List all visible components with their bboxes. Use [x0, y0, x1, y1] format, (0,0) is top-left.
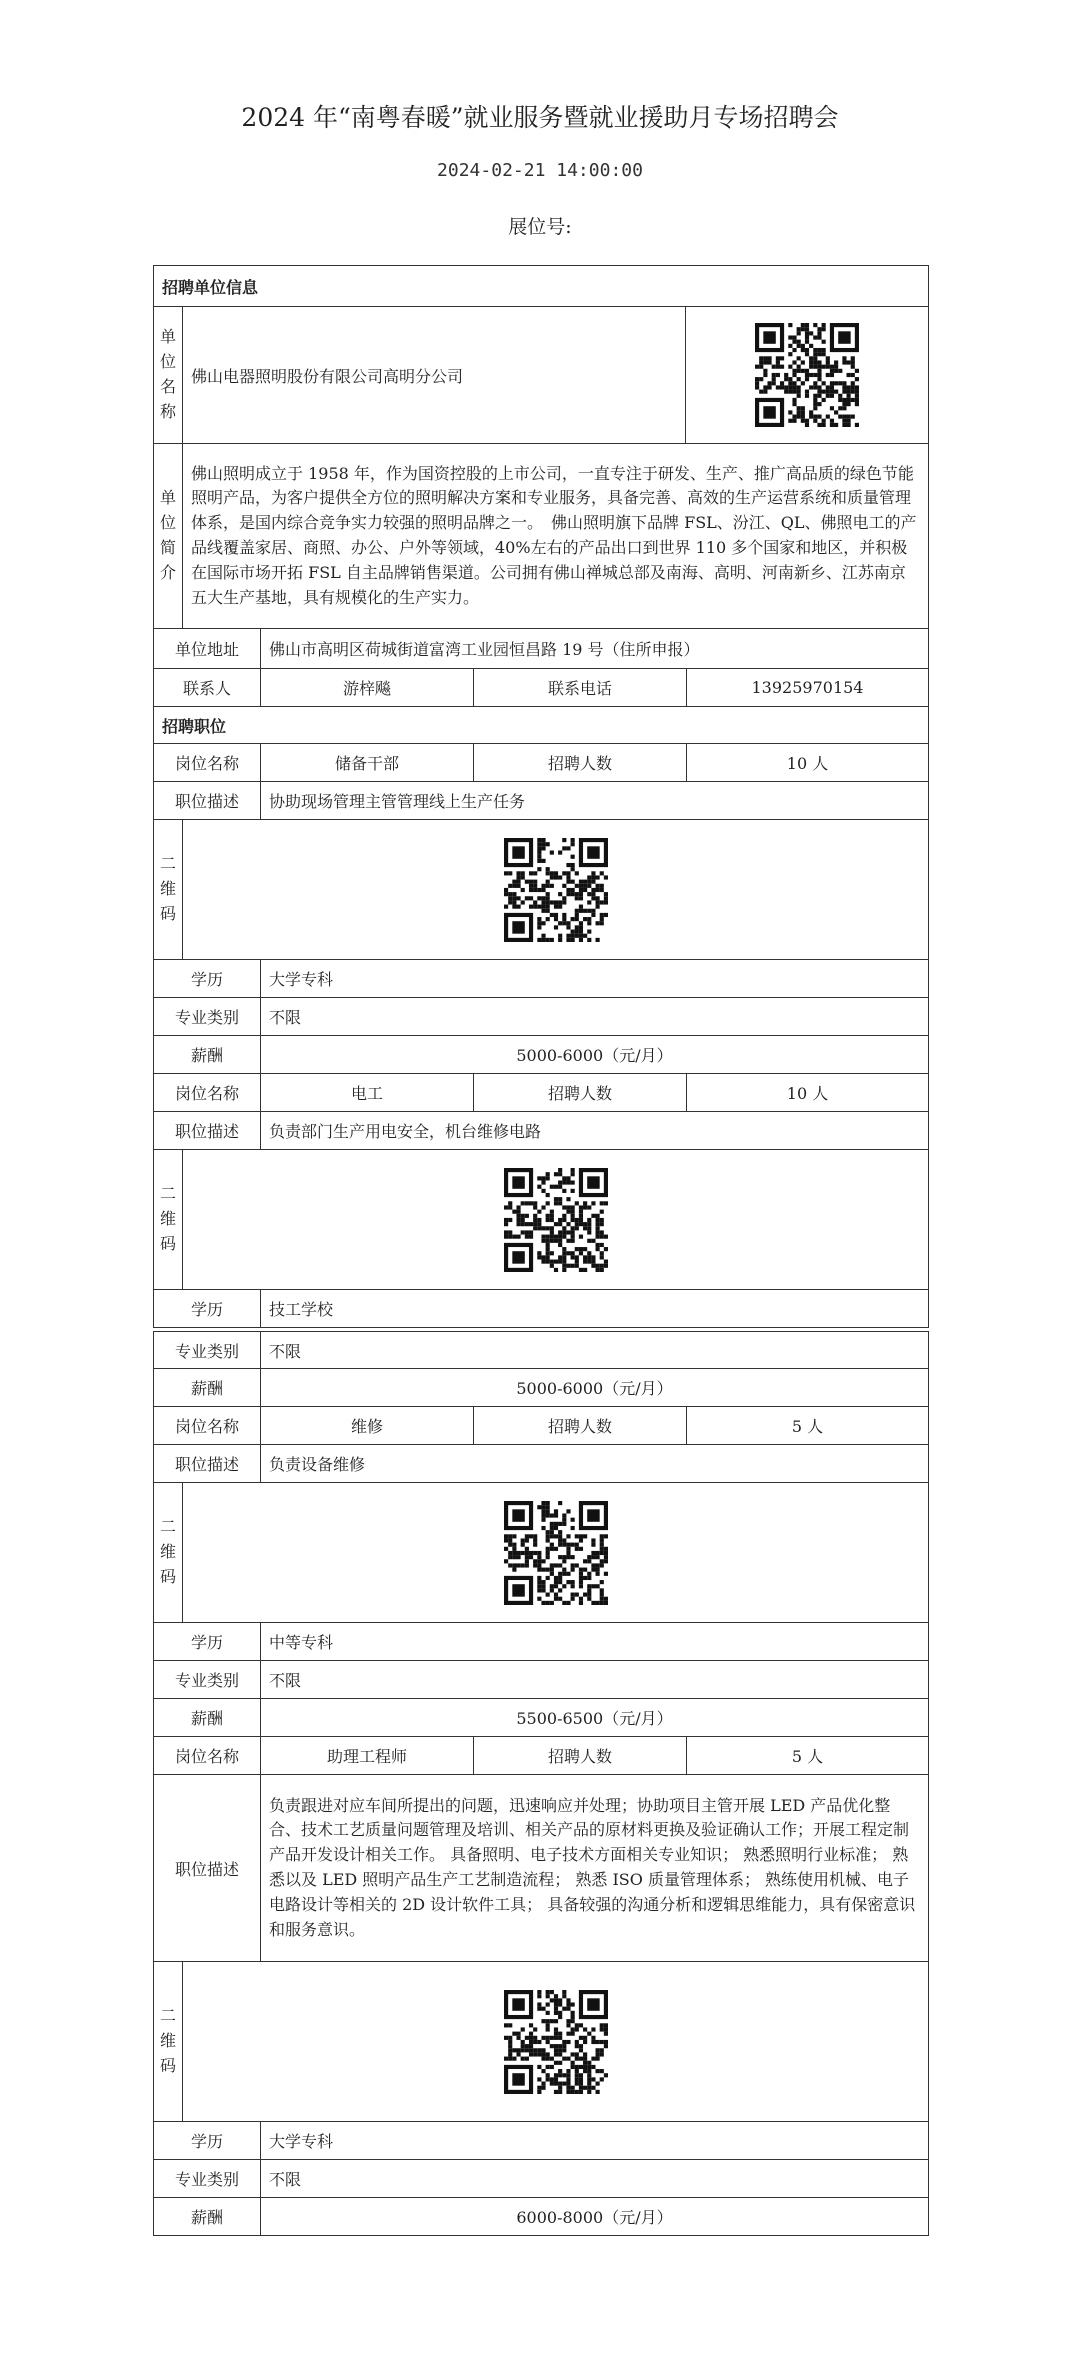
position-name-row — [153, 744, 929, 782]
company-intro: 佛山照明成立于 1958 年，作为国资控股的上市公司，一直专注于研发、生产、推广高品质的绿色节能照明产品，为客户提供全方位的照明解决方案和专业服务，具备完善、高效的生产运营系统和质量管理体系，是国内综合竞争实力较强的照明品牌之一。 佛山照明旗下品牌 FSL、汾江、QL、佛照电工的产品线覆盖家居、商照、办公、户外等领域，40%左右的产品出口到世界 110 多个国家和地区，并积极在国际市场开拓 FSL 自主品牌销售渠道。公司拥有佛山禅城总部及南海、高明、河南新乡、江苏南京五大生产基地，具有规模化的生产实力。 — [182, 444, 928, 628]
positions-list — [153, 744, 929, 2236]
major-row — [153, 2160, 929, 2198]
headcount-value: 5 人 — [686, 1407, 928, 1444]
salary-row — [153, 2198, 929, 2236]
company-section-header — [153, 265, 929, 307]
position-name: 储备干部 — [260, 744, 473, 781]
major-label: 专业类别 — [174, 1671, 239, 1690]
salary-label: 薪酬 — [190, 1379, 223, 1398]
salary-value: 6000-8000（元/月） — [260, 2198, 928, 2235]
salary-row — [153, 1369, 929, 1407]
position-description: 负责跟进对应车间所提出的问题，迅速响应并处理；协助项目主管开展 LED 产品优化整合、技术工艺质量问题管理及培训、相关产品的原材料更换及验证确认工作；开展工程定制产品开发设计相关工作。 具备照明、电子技术方面相关专业知识； 熟悉照明行业标准； 熟悉以及 LED 照明产品生产工艺制造流程； 熟悉 ISO 质量管理体系； 熟练使用机械、电子电路设计等相关的 2D 设计软件工具； 具备较强的沟通分析和逻辑思维能力，具有保密意识和服务意识。 — [260, 1775, 928, 1961]
headcount-value: 5 人 — [686, 1737, 928, 1774]
major-value: 不限 — [260, 2160, 928, 2197]
qr-code-icon[interactable] — [504, 838, 608, 942]
position-name: 维修 — [260, 1407, 473, 1444]
contact-phone: 13925970154 — [686, 669, 928, 706]
major-label: 专业类别 — [174, 1008, 239, 1027]
company-contact-row — [153, 669, 929, 707]
positions-section-title: 招聘职位 — [162, 716, 227, 736]
position-qr-cell — [182, 1483, 928, 1622]
major-row — [153, 1331, 929, 1369]
company-name-row — [153, 307, 929, 444]
position-description-row — [153, 782, 929, 820]
salary-label: 薪酬 — [190, 2208, 223, 2227]
salary-value: 5000-6000（元/月） — [260, 1036, 928, 1073]
position-description-row — [153, 1775, 929, 1962]
qr-label: 二维码 — [159, 2006, 176, 2075]
company-qr-cell — [685, 307, 928, 443]
education-row — [153, 960, 929, 998]
recruitment-table — [153, 265, 929, 2236]
qr-label: 二维码 — [159, 1517, 176, 1586]
position-name-row — [153, 1407, 929, 1445]
position-description: 负责部门生产用电安全，机台维修电路 — [260, 1112, 928, 1149]
qr-code-icon[interactable] — [504, 1501, 608, 1605]
major-value: 不限 — [260, 998, 928, 1035]
headcount-value: 10 人 — [686, 744, 928, 781]
position-name-label: 岗位名称 — [174, 1417, 239, 1436]
positions-section-header — [153, 707, 929, 744]
salary-row — [153, 1699, 929, 1737]
position-description-row — [153, 1445, 929, 1483]
description-label: 职位描述 — [174, 1122, 239, 1141]
education-value: 中等专科 — [260, 1623, 928, 1660]
position-description: 协助现场管理主管管理线上生产任务 — [260, 782, 928, 819]
salary-value: 5000-6000（元/月） — [260, 1369, 928, 1406]
education-value: 技工学校 — [260, 1290, 928, 1327]
qr-code-icon[interactable] — [504, 1168, 608, 1272]
qr-label: 二维码 — [159, 854, 176, 923]
position-name-label: 岗位名称 — [174, 754, 239, 773]
position-name: 电工 — [260, 1074, 473, 1111]
salary-label: 薪酬 — [190, 1046, 223, 1065]
qr-label: 二维码 — [159, 1184, 176, 1253]
major-label: 专业类别 — [174, 2170, 239, 2189]
salary-label: 薪酬 — [190, 1709, 223, 1728]
company-intro-row — [153, 444, 929, 629]
major-value: 不限 — [260, 1332, 928, 1368]
education-label: 学历 — [190, 2132, 223, 2151]
company-name: 佛山电器照明股份有限公司高明分公司 — [182, 307, 685, 443]
description-label: 职位描述 — [174, 1859, 239, 1879]
position-description: 负责设备维修 — [260, 1445, 928, 1482]
major-value: 不限 — [260, 1661, 928, 1698]
position-qr-row — [153, 1962, 929, 2122]
education-label: 学历 — [190, 1633, 223, 1652]
salary-row — [153, 1036, 929, 1074]
headcount-label: 招聘人数 — [473, 1407, 686, 1444]
position-name-label: 岗位名称 — [174, 1747, 239, 1766]
position-name-label: 岗位名称 — [174, 1084, 239, 1103]
headcount-label: 招聘人数 — [473, 1074, 686, 1111]
page-title: 2024 年“南粤春暖”就业服务暨就业援助月专场招聘会 — [241, 103, 839, 132]
education-value: 大学专科 — [260, 960, 928, 997]
headcount-value: 10 人 — [686, 1074, 928, 1111]
position-qr-cell — [182, 1962, 928, 2121]
position-qr-cell — [182, 820, 928, 959]
position-qr-cell — [182, 1150, 928, 1289]
company-address-row — [153, 629, 929, 669]
education-label: 学历 — [190, 970, 223, 989]
education-row — [153, 1290, 929, 1328]
qr-code-icon[interactable] — [755, 323, 859, 427]
contact-label: 联系人 — [182, 679, 231, 698]
major-row — [153, 998, 929, 1036]
major-row — [153, 1661, 929, 1699]
position-name-row — [153, 1074, 929, 1112]
education-label: 学历 — [190, 1300, 223, 1319]
position-qr-row — [153, 1483, 929, 1623]
position-qr-row — [153, 820, 929, 960]
phone-label: 联系电话 — [473, 669, 686, 706]
company-address: 佛山市高明区荷城街道富湾工业园恒昌路 19 号（住所申报） — [260, 629, 928, 668]
description-label: 职位描述 — [174, 1455, 239, 1474]
company-section-title: 招聘单位信息 — [162, 277, 259, 297]
description-label: 职位描述 — [174, 792, 239, 811]
major-label: 专业类别 — [174, 1341, 239, 1361]
fair-datetime: 2024-02-21 14:00:00 — [437, 160, 643, 181]
salary-value: 5500-6500（元/月） — [260, 1699, 928, 1736]
education-row — [153, 1623, 929, 1661]
position-description-row — [153, 1112, 929, 1150]
position-name-row — [153, 1737, 929, 1775]
position-name: 助理工程师 — [260, 1737, 473, 1774]
headcount-label: 招聘人数 — [473, 1737, 686, 1774]
booth-number-label: 展位号: — [508, 216, 572, 238]
company-intro-label: 单位简介 — [159, 488, 176, 582]
qr-code-icon[interactable] — [504, 1990, 608, 2094]
contact-name: 游梓飚 — [260, 669, 473, 706]
company-name-label: 单位名称 — [159, 327, 176, 421]
education-row — [153, 2122, 929, 2160]
position-qr-row — [153, 1150, 929, 1290]
education-value: 大学专科 — [260, 2122, 928, 2159]
headcount-label: 招聘人数 — [473, 744, 686, 781]
company-address-label: 单位地址 — [174, 640, 239, 659]
